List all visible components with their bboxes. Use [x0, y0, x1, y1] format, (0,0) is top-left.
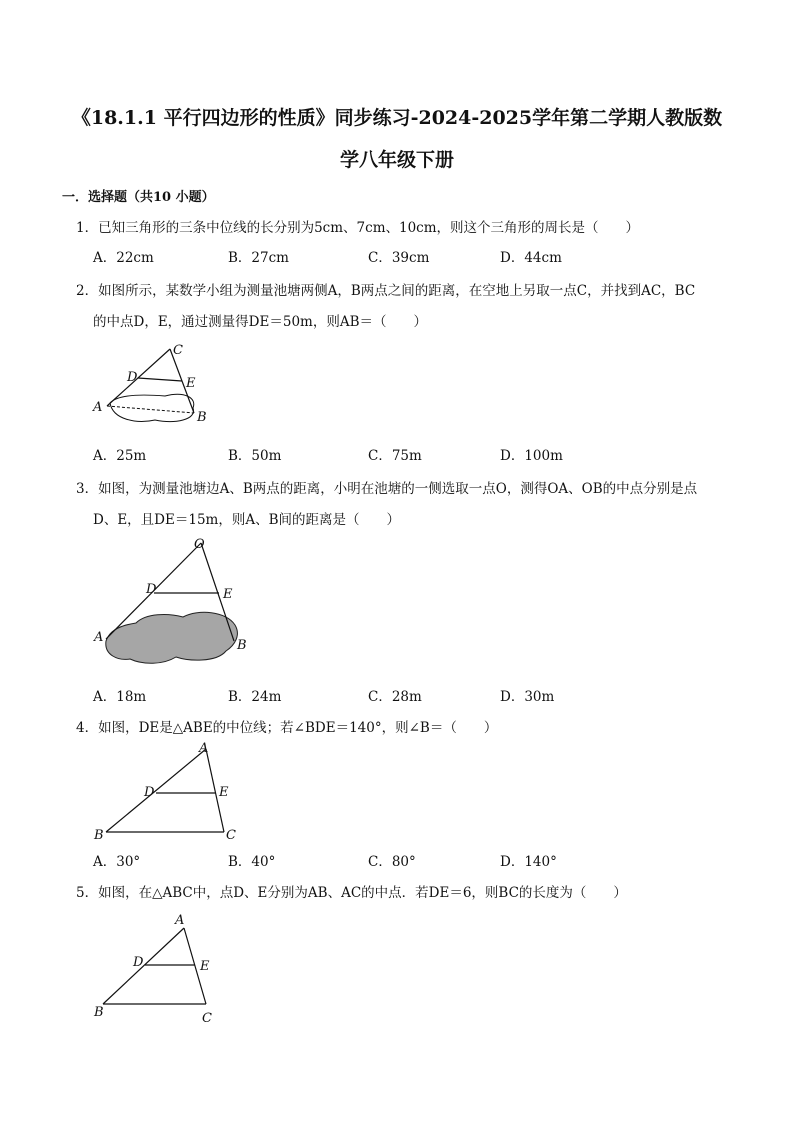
label-b: B — [94, 1005, 104, 1020]
label-e: E — [200, 959, 210, 974]
label-a: A — [93, 400, 103, 415]
label-o: O — [194, 537, 205, 552]
question-5-stem: 5．如图，在△ABC中，点D、E分别为AB、AC的中点．若DE＝6，则BC的长度为（ ） — [76, 885, 627, 901]
question-2-option-a[interactable]: A．25m — [93, 448, 147, 464]
question-4-option-d[interactable]: D．140° — [500, 854, 557, 870]
question-3-option-c[interactable]: C．28m — [368, 689, 422, 705]
question-4-option-a[interactable]: A．30° — [93, 854, 141, 870]
question-3-stem-line2: D、E，且DE＝15m，则A、B间的距离是（ ） — [93, 512, 401, 528]
segment-de — [138, 378, 182, 381]
label-e: E — [223, 587, 233, 602]
pond-outline — [110, 394, 194, 421]
label-a: A — [199, 741, 209, 756]
question-4-figure — [90, 738, 250, 848]
question-2-figure — [85, 338, 225, 430]
label-d: D — [133, 955, 144, 970]
question-3-stem-line1: 3．如图，为测量池塘边A、B两点的距离，小明在池塘的一侧选取一点O，测得OA、OB的中点分别是点 — [76, 481, 698, 497]
question-2-stem-line1: 2．如图所示，某数学小组为测量池塘两侧A，B两点之间的距离，在空地上另取一点C，并找到AC，BC — [76, 283, 696, 299]
question-3-option-d[interactable]: D．30m — [500, 689, 555, 705]
label-e: E — [219, 785, 229, 800]
question-4-option-b[interactable]: B．40° — [228, 854, 276, 870]
question-1-option-d[interactable]: D．44cm — [500, 250, 562, 266]
label-d: D — [144, 785, 155, 800]
question-2-option-d[interactable]: D．100m — [500, 448, 563, 464]
question-2-option-b[interactable]: B．50m — [228, 448, 282, 464]
label-c: C — [226, 828, 236, 843]
document-title-line1: 《18.1.1 平行四边形的性质》同步练习-2024-2025学年第二学期人教版数 — [71, 107, 723, 129]
question-4-stem: 4．如图，DE是△ABE的中位线；若∠BDE＝140°，则∠B＝（ ） — [76, 720, 498, 736]
question-3-option-a[interactable]: A．18m — [93, 689, 147, 705]
label-d: D — [146, 582, 157, 597]
label-b: B — [94, 828, 104, 843]
question-3-option-b[interactable]: B．24m — [228, 689, 282, 705]
question-5-figure — [88, 908, 228, 1028]
section-heading: 一．选择题（共10 小题） — [62, 190, 215, 205]
question-4-option-c[interactable]: C．80° — [368, 854, 416, 870]
question-3-figure — [88, 533, 258, 673]
label-a: A — [175, 913, 185, 928]
question-1-option-a[interactable]: A．22cm — [93, 250, 154, 266]
segment-ab-dashed — [107, 406, 194, 413]
label-c: C — [202, 1011, 212, 1026]
label-a: A — [94, 630, 104, 645]
segment-ab — [103, 928, 184, 1004]
label-c: C — [173, 343, 183, 358]
question-1-stem: 1．已知三角形的三条中位线的长分别为5cm、7cm、10cm，则这个三角形的周长是（ ） — [76, 220, 640, 236]
label-b: B — [237, 638, 247, 653]
question-2-stem-line2: 的中点D，E，通过测量得DE＝50m，则AB＝（ ） — [93, 314, 428, 330]
question-2-option-c[interactable]: C．75m — [368, 448, 422, 464]
question-1-option-b[interactable]: B．27cm — [228, 250, 289, 266]
label-b: B — [197, 410, 207, 425]
label-d: D — [127, 370, 138, 385]
label-e: E — [186, 376, 196, 391]
segment-ab — [106, 749, 206, 832]
question-1-option-c[interactable]: C．39cm — [368, 250, 430, 266]
document-title-line2: 学八年级下册 — [339, 149, 454, 171]
